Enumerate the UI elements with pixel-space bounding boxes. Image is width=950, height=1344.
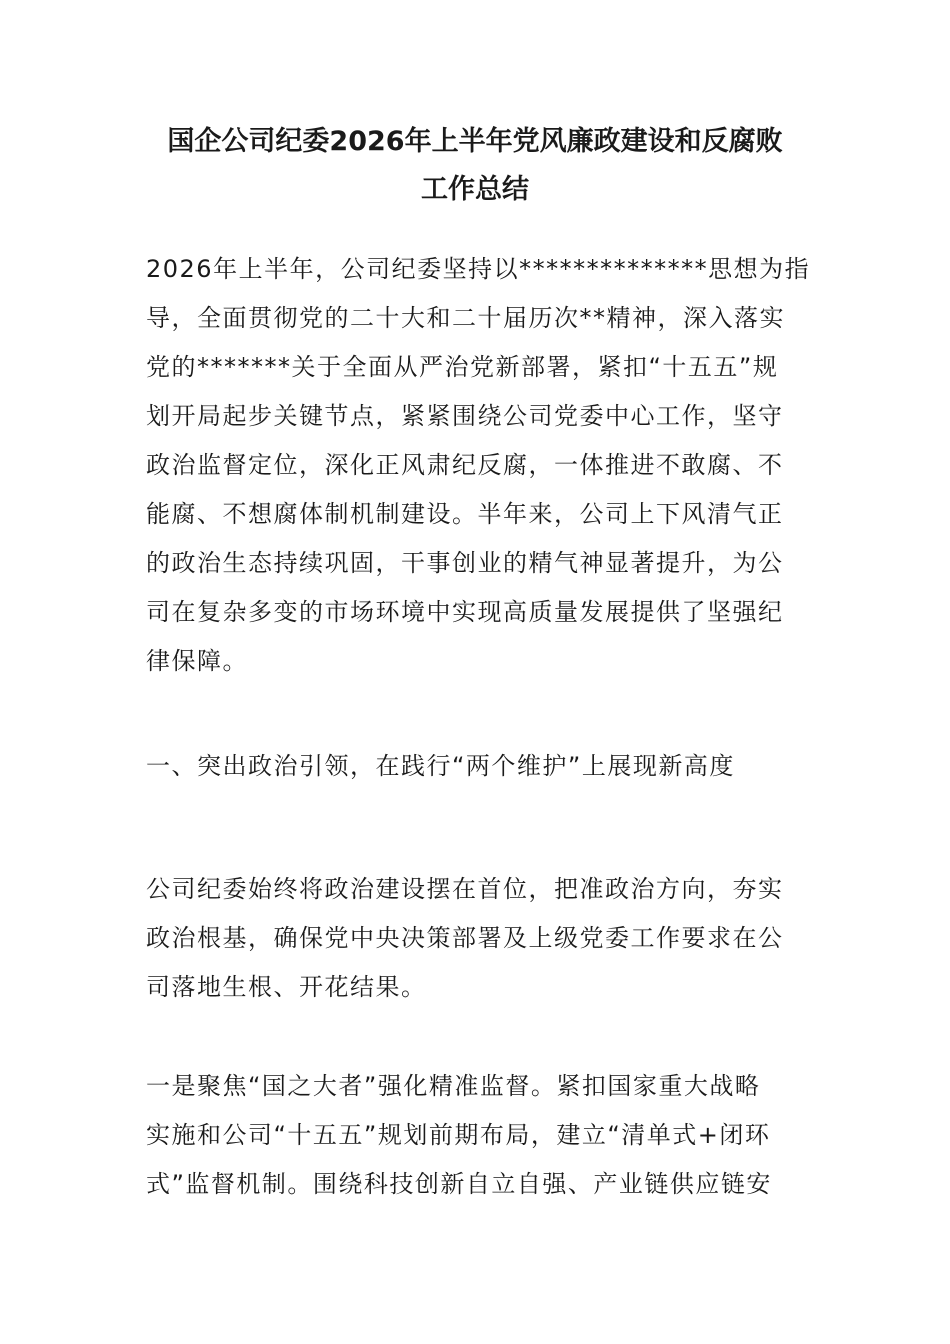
paragraph-intro bbox=[146, 245, 811, 686]
section-heading-text: 一、突出政治引领，在践行“两个维护”上展现新高度 bbox=[146, 752, 735, 780]
paragraph-line: 政治监督定位，深化正风肃纪反腐，一体推进不敢腐、不 bbox=[146, 451, 784, 479]
paragraph-line: 的政治生态持续巩固，干事创业的精气神显著提升，为公 bbox=[146, 549, 784, 577]
paragraph-line: 式”监督机制。围绕科技创新自立自强、产业链供应链安 bbox=[146, 1170, 772, 1198]
paragraph-section1-point1 bbox=[146, 1062, 806, 1209]
paragraph-line: 律保障。 bbox=[146, 647, 248, 675]
paragraph-line: 实施和公司“十五五”规划前期布局，建立“清单式+闭环 bbox=[146, 1121, 771, 1149]
paragraph-line: 政治根基，确保党中央决策部署及上级党委工作要求在公 bbox=[146, 924, 784, 952]
paragraph-line: 能腐、不想腐体制机制建设。半年来，公司上下风清气正 bbox=[146, 500, 784, 528]
paragraph-line: 公司纪委始终将政治建设摆在首位，把准政治方向，夯实 bbox=[146, 875, 784, 903]
paragraph-line: 司在复杂多变的市场环境中实现高质量发展提供了坚强纪 bbox=[146, 598, 784, 626]
paragraph-line: 司落地生根、开花结果。 bbox=[146, 973, 427, 1001]
paragraph-line: 党的*******关于全面从严治党新部署，紧扣“十五五”规 bbox=[146, 353, 779, 381]
document-title-line-2: 工作总结 bbox=[421, 174, 529, 205]
section-heading-1 bbox=[146, 742, 806, 791]
document-title-line-1: 国企公司纪委2026年上半年党风廉政建设和反腐败 bbox=[167, 126, 783, 157]
paragraph-line: 划开局起步关键节点，紧紧围绕公司党委中心工作，坚守 bbox=[146, 402, 784, 430]
paragraph-line: 2026年上半年，公司纪委坚持以**************思想为指 bbox=[146, 255, 811, 283]
paragraph-line: 一是聚焦“国之大者”强化精准监督。紧扣国家重大战略 bbox=[146, 1072, 761, 1100]
paragraph-section1-intro bbox=[146, 865, 806, 1012]
paragraph-line: 导，全面贯彻党的二十大和二十届历次**精神，深入落实 bbox=[146, 304, 785, 332]
